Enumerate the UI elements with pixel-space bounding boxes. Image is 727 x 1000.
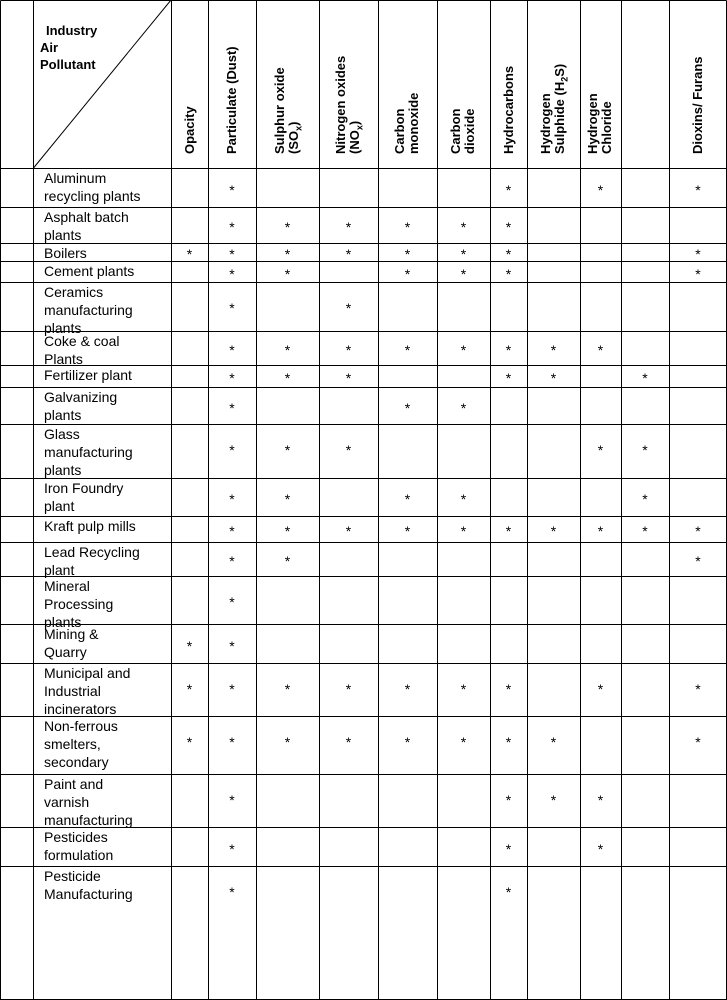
industry-name-line: manufacturing	[44, 444, 133, 460]
pollutant-mark: *	[550, 734, 557, 750]
pollutant-mark: *	[284, 265, 291, 282]
industry-name	[44, 828, 113, 864]
column-header: Opacity	[181, 106, 197, 154]
pollutant-mark: *	[229, 370, 235, 386]
pollutant-mark: *	[404, 342, 411, 358]
pollutant-mark: *	[597, 523, 604, 539]
pollutant-mark: *	[505, 734, 512, 750]
column-header-line2: $(SO_x)$	[285, 121, 304, 154]
pollutant-mark: *	[597, 181, 604, 198]
pollutant-mark: *	[229, 553, 235, 569]
pollutant-mark: *	[505, 792, 512, 808]
industry-name-line: Mining &	[44, 626, 99, 642]
industry-name-line: Galvanizing	[44, 389, 118, 405]
industry-name	[44, 577, 113, 631]
column-header	[539, 64, 572, 154]
industry-name	[44, 479, 123, 515]
pollutant-mark: *	[229, 399, 235, 416]
pollutant-mark: *	[460, 219, 467, 235]
pollutant-mark: *	[505, 523, 512, 539]
pollutant-mark: *	[695, 681, 701, 697]
pollutant-mark: *	[505, 840, 512, 857]
pollutant-mark: *	[695, 246, 701, 262]
industry-name	[44, 169, 141, 205]
industry-name	[44, 867, 133, 903]
industry-name-line: smelters,	[44, 736, 101, 752]
pollutant-mark: *	[345, 300, 352, 316]
pollutant-mark: *	[404, 491, 411, 507]
industry-name-line: Processing	[44, 596, 114, 612]
pollutant-mark: *	[404, 681, 411, 697]
column-header: Dioxins/ Furans	[690, 56, 705, 154]
pollutant-mark: *	[229, 442, 235, 458]
pollutant-mark: *	[284, 370, 291, 386]
industry-name	[44, 283, 133, 337]
pollutant-mark: *	[229, 840, 235, 857]
pollutant-mark: *	[345, 219, 352, 235]
industry-name	[44, 208, 129, 244]
column-header: Particulate (Dust)	[224, 46, 239, 154]
industry-name-line: secondary	[44, 754, 109, 770]
pollutant-mark: *	[505, 219, 512, 235]
industry-name	[44, 625, 98, 661]
pollutant-mark: *	[460, 265, 467, 282]
industry-name-line: Municipal and	[44, 665, 131, 681]
column-header-line2: monoxide	[405, 92, 421, 154]
pollutant-mark: *	[229, 734, 235, 750]
column-header-line2: Chloride	[598, 101, 614, 154]
pollutant-mark: *	[550, 523, 557, 539]
industry-name-line: Asphalt batch	[44, 209, 129, 225]
industry-name-line: Plants	[44, 351, 83, 367]
pollutant-mark: *	[642, 491, 648, 507]
pollutant-mark: *	[642, 523, 648, 539]
industry-name-line: Cement plants	[44, 263, 135, 279]
pollutant-mark: *	[404, 734, 411, 750]
column-header	[393, 93, 421, 154]
industry-name	[44, 332, 119, 368]
pollutant-mark: *	[550, 792, 557, 808]
pollutant-mark: *	[404, 399, 411, 416]
industry-name-line: Ceramics	[44, 284, 104, 300]
pollutant-mark: *	[284, 219, 291, 235]
column-header-line1: Nitrogen oxides	[332, 55, 348, 154]
industry-name	[44, 664, 130, 718]
industry-name-line: Aluminum	[44, 170, 107, 186]
pollutant-mark: *	[404, 265, 411, 282]
industry-name-line: Glass	[44, 426, 80, 442]
pollutant-mark: *	[229, 219, 235, 235]
pollutant-mark: *	[229, 681, 235, 697]
pollutant-mark: *	[404, 523, 411, 539]
column-header-line1: Sulphur oxide	[271, 67, 287, 154]
pollutant-mark: *	[186, 681, 193, 697]
column-header-line1: Hydrogen	[537, 93, 553, 154]
industry-name	[44, 775, 133, 829]
industry-name-line: Boilers	[44, 245, 87, 261]
industry-name-line: Pesticide	[44, 868, 101, 884]
pollutant-mark: *	[695, 734, 701, 750]
pollutant-mark: *	[284, 734, 291, 750]
pollutant-mark: *	[345, 370, 352, 386]
column-header-line2: $(NO_x)$	[346, 120, 365, 154]
pollutant-mark: *	[229, 491, 235, 507]
pollutant-mark: *	[345, 523, 352, 539]
industry-name-line: formulation	[44, 847, 114, 863]
corner-air: Air	[40, 40, 59, 55]
industry-name-line: Lead Recycling	[44, 544, 140, 560]
pollutant-mark: *	[345, 442, 352, 458]
pollutant-mark: *	[460, 246, 467, 262]
pollutant-mark: *	[550, 370, 557, 386]
pollutant-mark: *	[505, 884, 512, 900]
pollutant-mark: *	[505, 681, 512, 697]
industry-name-line: Coke & coal	[44, 333, 120, 349]
industry-name-line: plants	[44, 407, 82, 423]
pollutant-mark: *	[597, 442, 604, 458]
pollutant-mark: *	[345, 342, 352, 358]
industry-name-line: plants	[44, 320, 82, 336]
industry-name-line: recycling plants	[44, 188, 141, 204]
pollutant-mark: *	[186, 246, 193, 262]
pollutant-mark: *	[505, 246, 512, 262]
pollutant-mark: *	[345, 681, 352, 697]
corner-pollutant: Pollutant	[40, 57, 96, 72]
pollutant-mark: *	[597, 342, 604, 358]
column-header	[334, 56, 367, 154]
industry-name-line: plants	[44, 614, 82, 630]
pollutant-mark: *	[229, 594, 235, 610]
industry-name-line: Fertilizer plant	[44, 367, 132, 383]
column-header-line1: Carbon	[391, 108, 407, 154]
pollutant-mark: *	[229, 884, 235, 900]
industry-name-line: Mineral	[44, 578, 90, 594]
pollutant-mark: *	[284, 681, 291, 697]
column-header-line1: Hydrogen	[584, 93, 600, 154]
industry-name	[44, 517, 136, 535]
pollutant-mark: *	[460, 523, 467, 539]
pollutant-mark: *	[597, 681, 604, 697]
industry-name-line: varnish	[44, 794, 90, 810]
pollutant-mark: *	[460, 734, 467, 750]
corner-header	[40, 22, 97, 73]
pollutant-mark: *	[229, 265, 235, 282]
column-header-line2: Sulphide $(H_2S)$	[551, 63, 570, 154]
column-header-line2: dioxide	[461, 108, 477, 154]
pollutant-mark: *	[284, 442, 291, 458]
pollutant-mark: *	[460, 491, 467, 507]
pollutant-mark: *	[695, 523, 701, 539]
pollutant-mark: *	[229, 300, 235, 316]
industry-name	[44, 388, 117, 424]
pollutant-mark: *	[695, 265, 701, 282]
industry-name-line: Kraft pulp mills	[44, 518, 136, 534]
pollutant-mark: *	[505, 265, 512, 282]
pollutant-mark: *	[284, 553, 291, 569]
column-header	[586, 93, 614, 154]
industry-name	[44, 366, 132, 384]
pollutant-mark: *	[404, 219, 411, 235]
pollutant-mark: *	[229, 181, 235, 198]
industry-name	[44, 543, 140, 579]
industry-name	[44, 244, 87, 262]
pollutant-mark: *	[284, 523, 291, 539]
pollutant-mark: *	[345, 734, 352, 750]
pollutant-mark: *	[460, 681, 467, 697]
pollutant-mark: *	[404, 246, 411, 262]
industry-name-line: Quarry	[44, 644, 87, 660]
industry-name-line: plant	[44, 562, 75, 578]
pollutant-mark: *	[284, 342, 291, 358]
pollutant-mark: *	[505, 370, 512, 386]
industry-name-line: plants	[44, 462, 82, 478]
industry-name-line: Iron Foundry	[44, 480, 124, 496]
pollutant-mark: *	[186, 637, 193, 654]
industry-name	[44, 262, 134, 280]
industry-name-line: plants	[44, 227, 82, 243]
pollutant-mark: *	[597, 840, 604, 857]
pollutant-mark: *	[505, 342, 512, 358]
industry-name-line: Manufacturing	[44, 886, 133, 902]
industry-name-line: Pesticides	[44, 829, 108, 845]
column-header	[449, 108, 477, 154]
industry-name-line: Paint and	[44, 776, 104, 792]
industry-name-line: manufacturing	[44, 302, 133, 318]
pollutant-mark: *	[186, 734, 193, 750]
pollutant-mark: *	[550, 342, 557, 358]
pollutant-mark: *	[284, 246, 291, 262]
pollutant-mark: *	[460, 342, 467, 358]
pollutant-mark: *	[229, 637, 235, 654]
pollutant-mark: *	[229, 342, 235, 358]
pollutant-mark: *	[695, 181, 701, 198]
industry-name-line: plant	[44, 498, 75, 514]
pollutant-mark: *	[642, 370, 648, 386]
pollutant-mark: *	[229, 523, 235, 539]
industry-name	[44, 717, 118, 771]
pollutant-mark: *	[229, 246, 235, 262]
pollutant-mark: *	[695, 553, 701, 569]
pollutant-mark: *	[284, 491, 291, 507]
pollutant-mark: *	[642, 442, 648, 458]
column-header-line1: Carbon	[447, 108, 463, 154]
column-header	[273, 67, 306, 154]
column-header: Hydrocarbons	[500, 65, 516, 154]
industry-name-line: incinerators	[44, 701, 117, 717]
corner-industry: Industry	[46, 23, 98, 38]
industry-name-line: manufacturing	[44, 812, 133, 828]
pollutant-mark: *	[229, 792, 235, 808]
pollutant-mark: *	[460, 399, 467, 416]
industry-name-line: Industrial	[44, 683, 101, 699]
pollutant-mark: *	[505, 181, 512, 198]
pollutant-mark: *	[597, 792, 604, 808]
industry-name-line: Non-ferrous	[44, 718, 118, 734]
pollutant-mark: *	[345, 246, 352, 262]
industry-name	[44, 425, 133, 479]
